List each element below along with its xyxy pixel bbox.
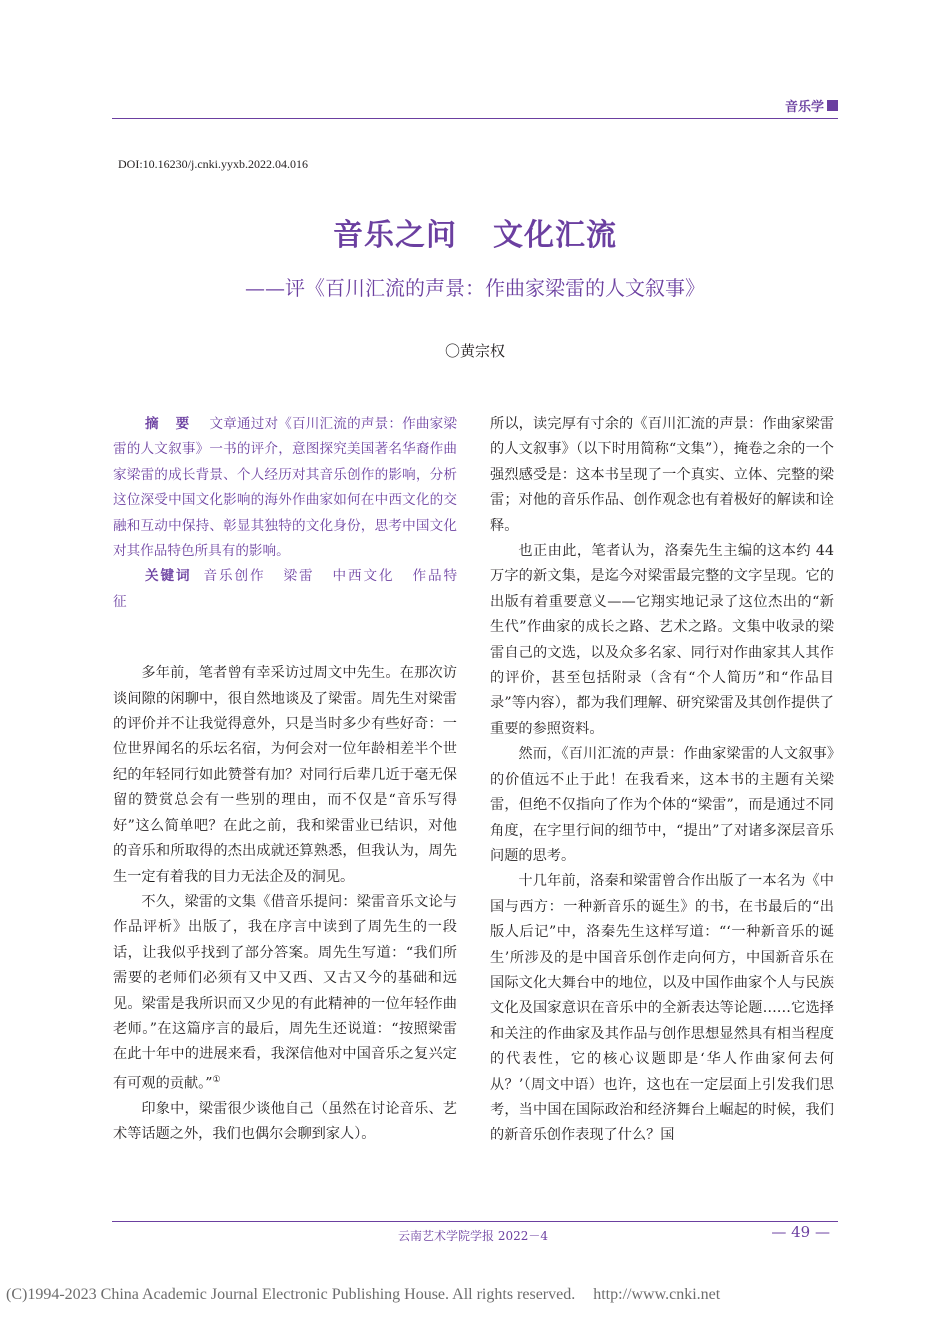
- body-paragraph: 所以，读完厚有寸余的《百川汇流的声景：作曲家梁雷的人文叙事》（以下时用简称“文集”），掩卷之余的一个强烈感受是：这本书呈现了一个真实、立体、完整的梁雷；对他的音乐作品、创作观念也有着极好的解读和诠释。: [490, 416, 834, 534]
- page-number: — 49 —: [771, 1223, 830, 1241]
- section-label-text: 音乐学: [784, 100, 824, 115]
- body-paragraph: 然而，《百川汇流的声景：作曲家梁雷的人文叙事》的价值远不止于此！在我看来，这本书的主题有关梁雷，但绝不仅指向了作为个体的“梁雷”，而是通过不同角度，在字里行间的细节中，“提出”了对诸多深层音乐问题的思考。: [490, 746, 834, 864]
- keyword: 作品特征: [113, 568, 458, 610]
- body-paragraph: 多年前，笔者曾有幸采访过周文中先生。在那次访谈间隙的闲聊中，很自然地谈及了梁雷。周先生对梁雷的评价并不让我觉得意外，只是当时多少有些好奇：一位世界闻名的乐坛名宿，为何会对一位年龄相差半个世纪的年轻同行如此赞誉有加？对同行后辈几近于毫无保留的赞赏总会有一些别的理由，而不仅是“音乐写得好”这么简单吧？在此之前，我和梁雷业已结识，对他的音乐和所取得的杰出成就还算熟悉，但我认为，周先生一定有着我的目力无法企及的洞见。: [113, 665, 457, 885]
- keywords-label: 关键词: [145, 568, 192, 585]
- keywords: [113, 564, 457, 615]
- keyword: 音乐创作: [203, 568, 266, 585]
- left-column: [113, 412, 457, 1148]
- copyright-text: (C)1994-2023 China Academic Journal Electronic Publishing House. All rights reserved.: [6, 1286, 576, 1303]
- keyword: 梁雷: [283, 568, 315, 585]
- abstract-text: 文章通过对《百川汇流的声景：作曲家梁雷的人文叙事》一书的评介，意图探究美国著名华裔作曲家梁雷的成长背景、个人经历对其音乐创作的影响，分析这位深受中国文化影响的海外作曲家如何在中西文化的交融和互动中保持、彰显其独特的文化身份，思考中国文化对其作品特色所具有的影响。: [113, 416, 458, 560]
- article-subtitle: ——评《百川汇流的声景：作曲家梁雷的人文叙事》: [245, 276, 705, 300]
- body-paragraph: [113, 890, 457, 1097]
- journal-footer: 云南艺术学院学报 2022－4: [398, 1229, 548, 1243]
- title-part-2: 文化汇流: [493, 218, 617, 253]
- keyword: 中西文化: [332, 568, 395, 585]
- body-paragraph: 十几年前，洛秦和梁雷曾合作出版了一本名为《中国与西方：一种新音乐的诞生》的书，在书最后的“出版人后记”中，洛秦先生这样写道：“‘一种新音乐的诞生’所涉及的是中国音乐创作走向何方，中国新音乐在国际文化大舞台中的地位，以及中国作曲家个人与民族文化及国家意识在音乐中的全新表达等论题……它选择和关注的作曲家及其作品与创作思想显然具有相当程度的代表性，它的核心议题即是‘华人作曲家何去何从？’（周文中语）也许，这也在一定层面上引发我们思考，当中国在国际政治和经济舞台上崛起的时候，我们的新音乐创作表现了什么？国: [490, 873, 834, 1144]
- paragraph-text: 不久，梁雷的文集《借音乐提问：梁雷音乐文论与作品评析》出版了，我在序言中读到了周先生的一段话，让我似乎找到了部分答案。周先生写道：“我们所需要的老师们必须有又中又西、又古又今的基础和远见。梁雷是我所识而又少见的有此精神的一位年轻作曲老师。”在这篇序言的最后，周先生还说道：“按照梁雷在此十年中的进展来看，我深信他对中国音乐之复兴定有可观的贡献。”: [113, 893, 457, 1092]
- copyright-link[interactable]: http://www.cnki.net: [593, 1286, 721, 1303]
- header-divider: [112, 118, 838, 119]
- footnote-marker[interactable]: ①: [212, 1074, 221, 1085]
- article-title: [0, 210, 950, 254]
- title-part-1: 音乐之问: [333, 218, 457, 253]
- right-column: [490, 412, 834, 1149]
- doi: DOI:10.16230/j.cnki.yyxb.2022.04.016: [118, 157, 308, 171]
- section-label: [785, 96, 838, 115]
- footer-divider: [112, 1221, 838, 1222]
- body-paragraph: 也正由此，笔者认为，洛秦先生主编的这本约 44 万字的新文集，是迄今对梁雷最完整的文字呈现。它的出版有着重要意义——它翔实地记录了这位杰出的“新生代”作曲家的成长之路、艺术之路。文集中收录的梁雷自己的文选，以及众多名家、同行对作曲家其人其作的评价，甚至包括附录（含有“个人简历”和“作品目录”等内容），都为我们理解、研究梁雷及其创作提供了重要的参照资料。: [490, 543, 834, 737]
- body-paragraph: 印象中，梁雷很少谈他自己（虽然在讨论音乐、艺术等话题之外，我们也偶尔会聊到家人）。: [113, 1100, 457, 1143]
- author: 〇黄宗权: [444, 342, 505, 360]
- abstract: [113, 412, 457, 564]
- square-icon: [827, 100, 838, 111]
- abstract-label: 摘 要: [145, 416, 196, 432]
- copyright-notice: [6, 1286, 720, 1304]
